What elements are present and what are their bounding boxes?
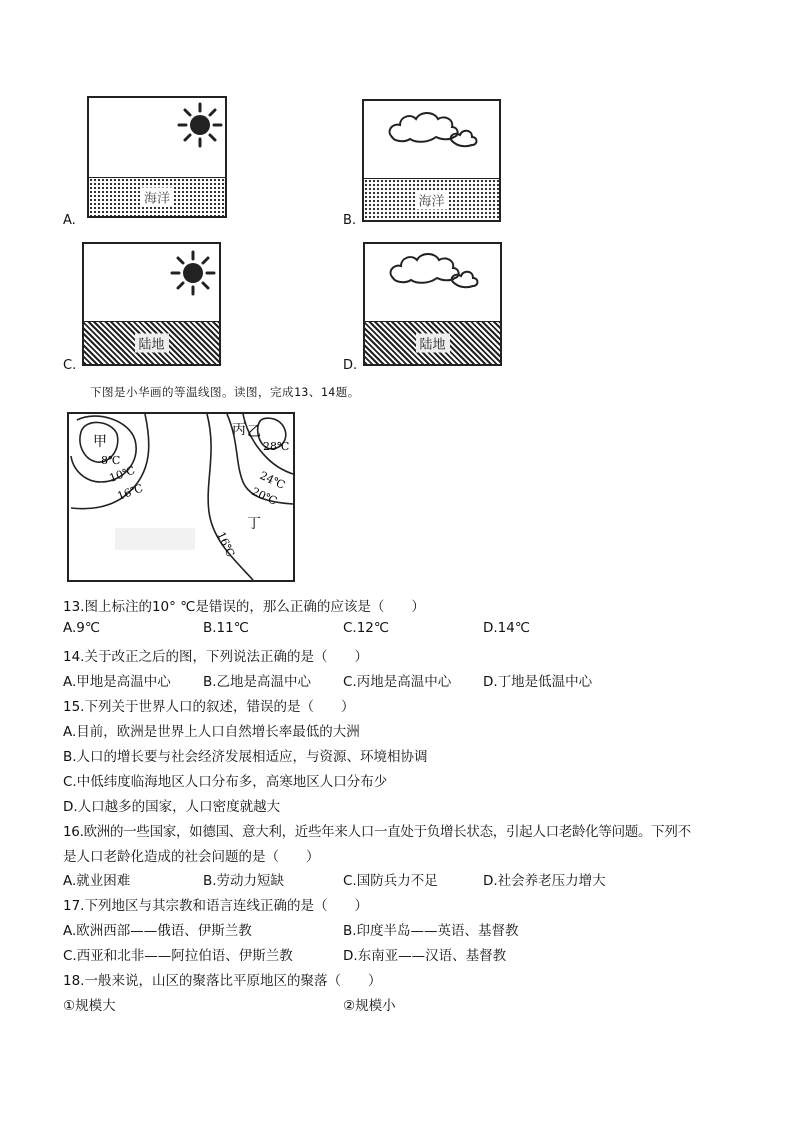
isotherm-map (67, 412, 295, 582)
q17-option-b: B.印度半岛——英语、基督教 (343, 923, 519, 939)
isotherm-label-16-left: 16℃ (115, 481, 145, 503)
q13-option-d: D.14℃ (483, 620, 531, 636)
band-label: 陆地 (134, 334, 168, 353)
q13-option-c: C.12℃ (343, 620, 390, 636)
sun-icon (170, 250, 216, 296)
intro-text: 下图是小华画的等温线图。读图，完成13、14题。 (90, 385, 360, 399)
q14-option-c: C.丙地是高温中心 (343, 674, 452, 690)
ocean-band (364, 178, 499, 220)
q15-option-c: C.中低纬度临海地区人口分布多，高寒地区人口分布少 (63, 774, 388, 790)
figure-a (87, 96, 227, 218)
land-band (84, 321, 219, 364)
place-label-bing: 丙 (232, 422, 246, 438)
option-letter-d: D. (343, 358, 358, 373)
sun-icon (177, 102, 223, 148)
band-label: 海洋 (414, 190, 448, 209)
cloud-icon (386, 109, 480, 151)
isotherm-label-10: 10℃ (107, 463, 137, 485)
isotherm-label-28: 28℃ (263, 440, 290, 453)
q16-option-b: B.劳动力短缺 (203, 873, 285, 889)
question-15: 15.下列关于世界人口的叙述，错误的是（ ） (63, 699, 355, 715)
q15-option-d: D.人口越多的国家，人口密度就越大 (63, 799, 281, 815)
option-letter-a: A. (63, 213, 76, 228)
q14-option-d: D.丁地是低温中心 (483, 674, 593, 690)
q15-option-b: B.人口的增长要与社会经济发展相适应，与资源、环境相协调 (63, 749, 428, 765)
q15-option-a: A.目前，欧洲是世界上人口自然增长率最低的大洲 (63, 724, 360, 740)
question-14: 14.关于改正之后的图，下列说法正确的是（ ） (63, 649, 368, 665)
band-label: 海洋 (140, 188, 174, 207)
isotherm-label-24: 24℃ (257, 468, 288, 492)
q13-option-a: A.9℃ (63, 620, 101, 636)
question-18: 18.一般来说，山区的聚落比平原地区的聚落（ ） (63, 973, 382, 989)
q14-option-a: A.甲地是高温中心 (63, 674, 171, 690)
figure-b (362, 99, 501, 222)
option-letter-b: B. (343, 213, 357, 228)
q16-option-d: D.社会养老压力增大 (483, 873, 606, 889)
cloud-icon (387, 250, 481, 292)
q13-option-b: B.11℃ (203, 620, 249, 636)
q17-option-c: C.西亚和北非——阿拉伯语、伊斯兰教 (63, 948, 293, 964)
figure-c (82, 242, 221, 366)
question-17: 17.下列地区与其宗教和语言连线正确的是（ ） (63, 898, 368, 914)
place-label-jia: 甲 (93, 434, 107, 450)
q17-option-d: D.东南亚——汉语、基督教 (343, 948, 507, 964)
q16-option-c: C.国防兵力不足 (343, 873, 438, 889)
question-16-line1: 16.欧洲的一些国家，如德国、意大利，近些年来人口一直处于负增长状态，引起人口老龄化等问题。下列不 (63, 824, 691, 840)
q18-option-2: ②规模小 (343, 998, 396, 1014)
isotherm-label-16-right: 16℃ (214, 529, 238, 560)
place-label-ding: 丁 (247, 516, 261, 532)
q14-option-b: B.乙地是高温中心 (203, 674, 312, 690)
question-13: 13.图上标注的10° ℃是错误的，那么正确的应该是（ ） (63, 599, 425, 615)
isotherm-label-20: 20℃ (249, 484, 280, 508)
q16-option-a: A.就业困难 (63, 873, 131, 889)
q17-option-a: A.欧洲西部——俄语、伊斯兰教 (63, 923, 252, 939)
option-letter-c: C. (63, 358, 77, 373)
place-label-yi: 乙 (247, 424, 261, 440)
band-label: 陆地 (415, 334, 449, 353)
figure-d (363, 242, 502, 366)
q18-option-1: ①规模大 (63, 998, 116, 1014)
question-16-line2: 是人口老龄化造成的社会问题的是（ ） (63, 849, 320, 865)
land-band (365, 321, 500, 364)
ocean-band (89, 177, 225, 216)
isotherm-label-8: 8℃ (101, 454, 121, 467)
